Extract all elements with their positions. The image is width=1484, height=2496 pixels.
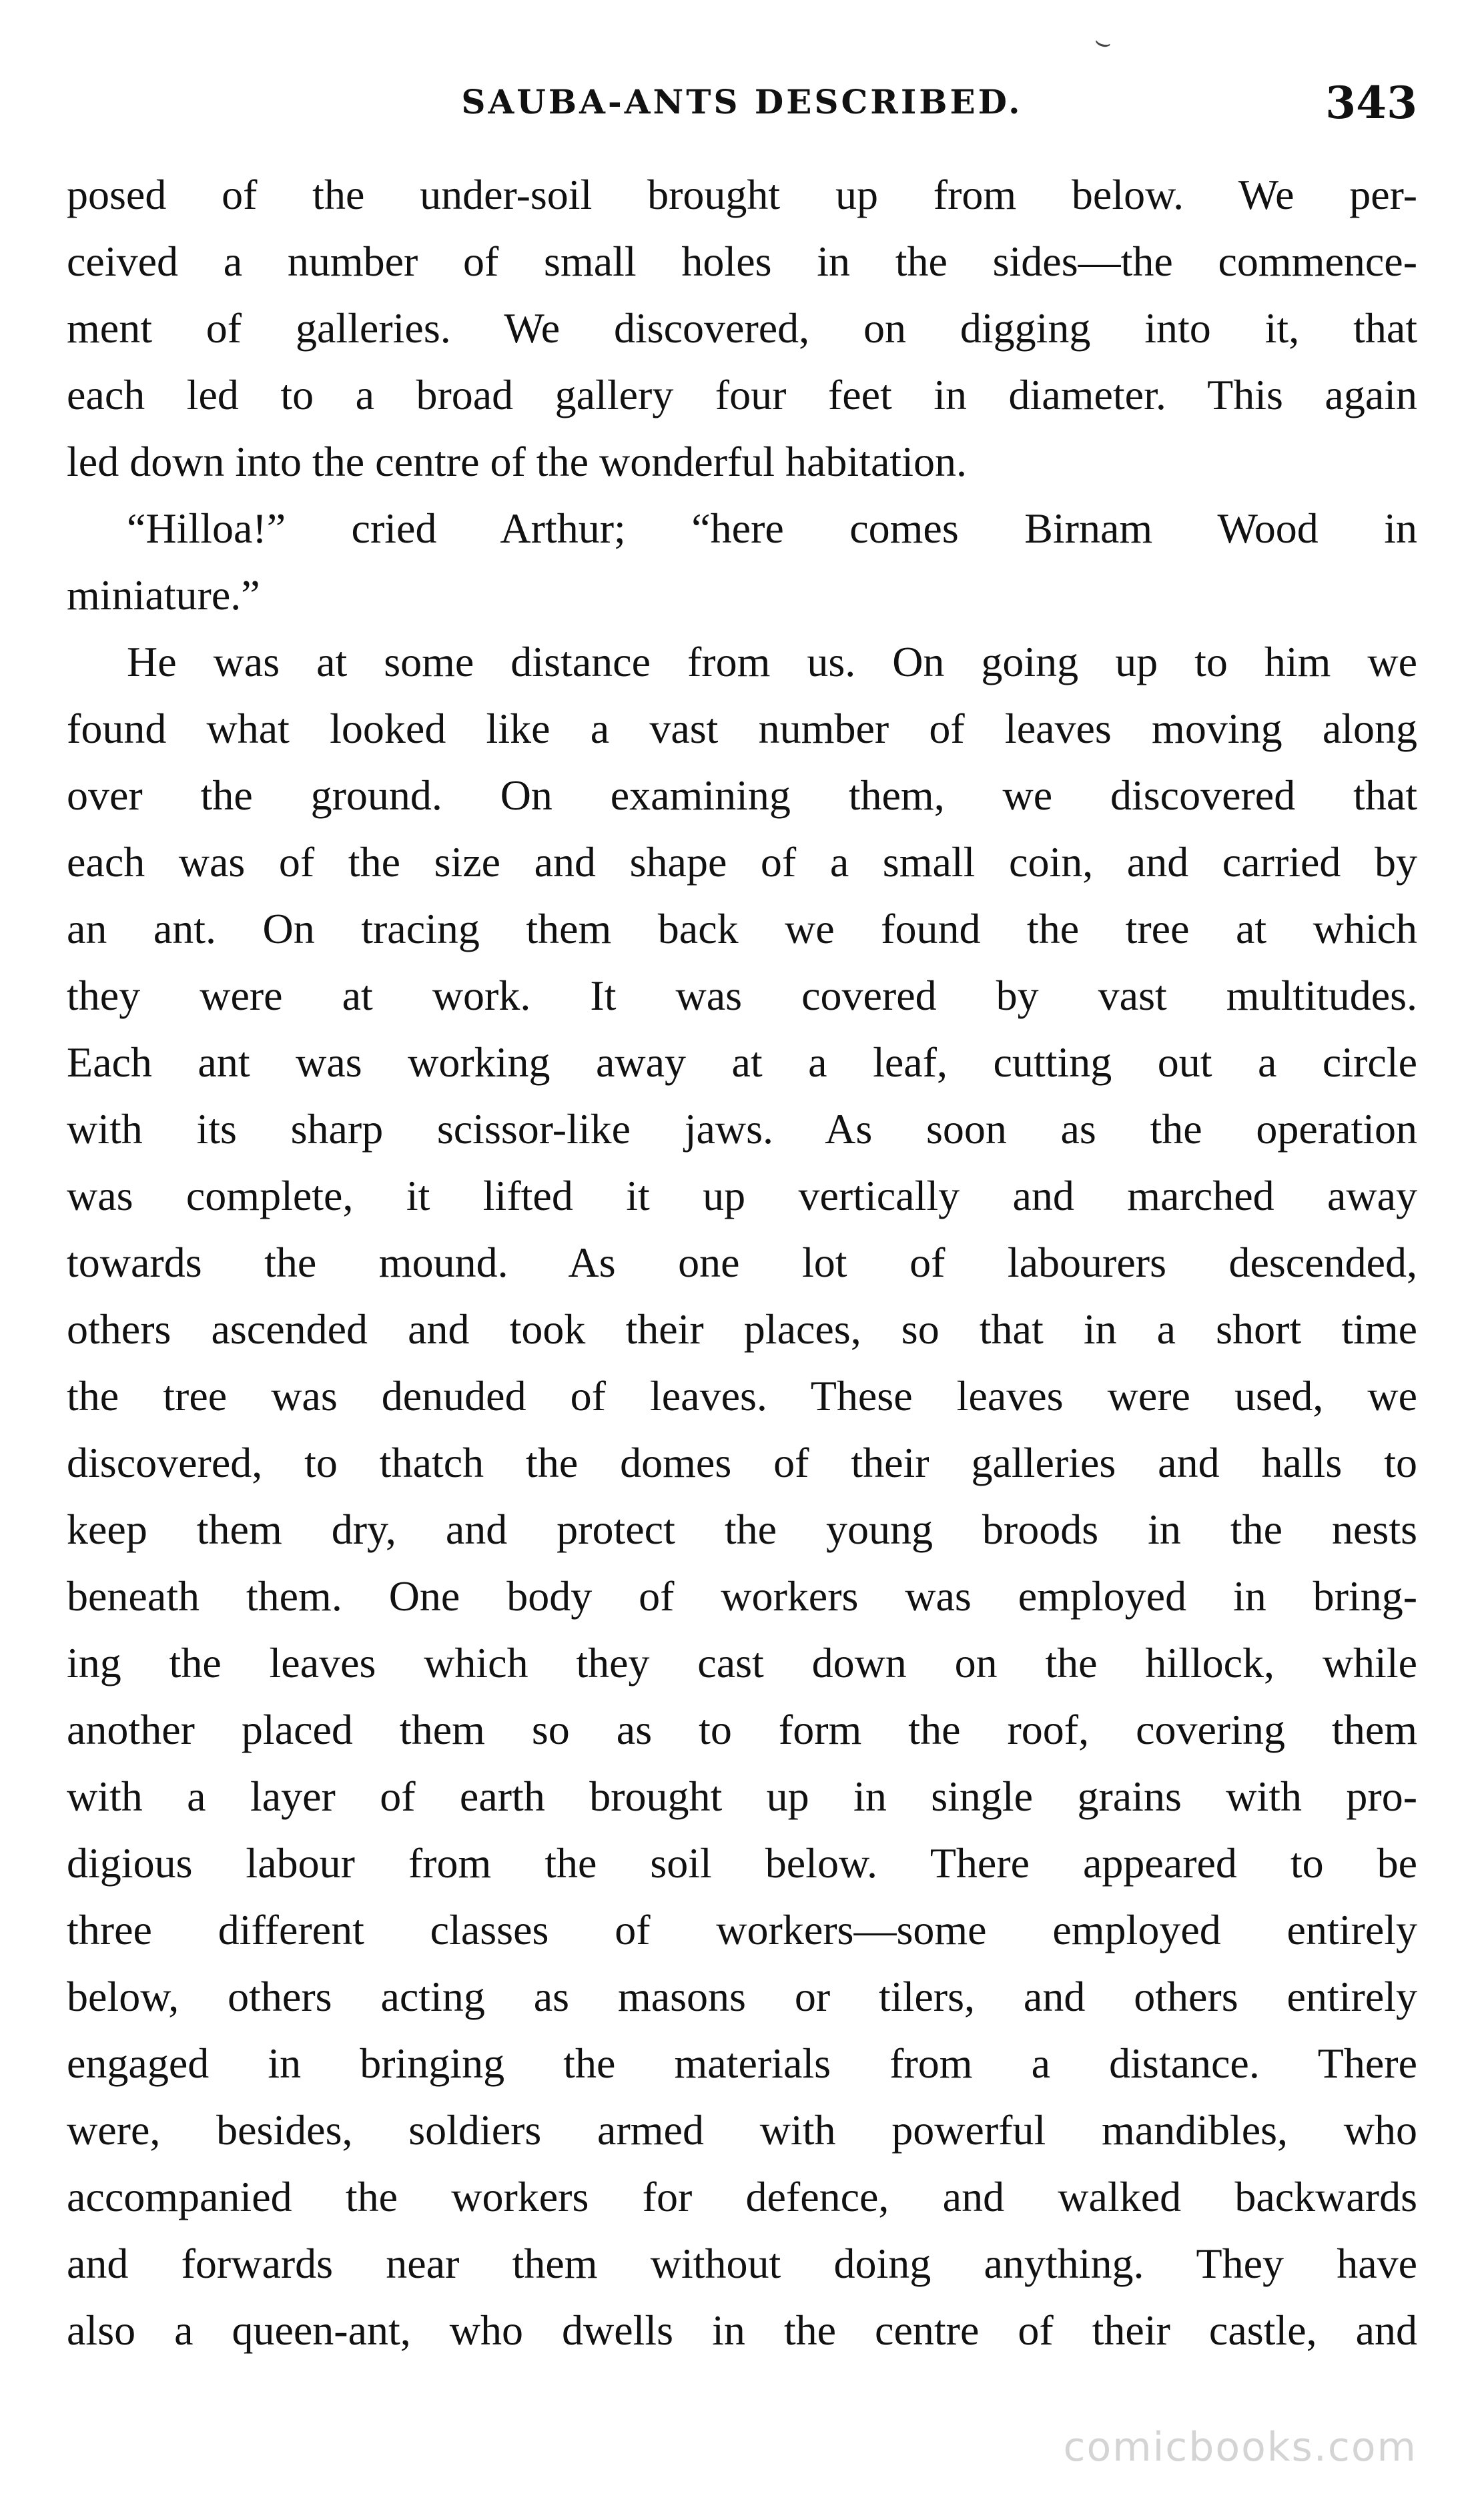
text-line: beneath them. One body of workers was employed in bring- — [67, 1572, 1417, 1620]
text-line: with its sharp scissor-like jaws. As soon as the operation — [67, 1105, 1417, 1153]
text-line: and forwards near them without doing anything. They have — [67, 2240, 1417, 2287]
text-line: digious labour from the soil below. There appeared to be — [67, 1839, 1417, 1887]
text-line: each led to a broad gallery four feet in diameter. This again — [67, 371, 1417, 418]
text-line: below, others acting as masons or tilers, and others entirely — [67, 1973, 1417, 2020]
text-line: ceived a number of small holes in the sides—the commence- — [67, 238, 1417, 285]
text-line: also a queen-ant, who dwells in the centre of their castle, and — [67, 2306, 1417, 2354]
text-line: posed of the under-soil brought up from below. We per- — [67, 171, 1417, 218]
text-line: towards the mound. As one lot of labourers descended, — [67, 1239, 1417, 1286]
text-line: keep them dry, and protect the young broods in the nests — [67, 1506, 1417, 1553]
text-line: “Hilloa!” cried Arthur; “here comes Birnam Wood in — [127, 505, 1417, 552]
text-line: He was at some distance from us. On going up to him we — [127, 638, 1417, 685]
text-line: Each ant was working away at a leaf, cutting out a circle — [67, 1038, 1417, 1086]
text-line: led down into the centre of the wonderful habitation. — [67, 438, 967, 485]
text-line: three different classes of workers—some employed entirely — [67, 1906, 1417, 1953]
text-line: another placed them so as to form the roof, covering them — [67, 1706, 1417, 1753]
text-line: was complete, it lifted it up vertically and marched away — [67, 1172, 1417, 1219]
text-line: discovered, to thatch the domes of their galleries and halls to — [67, 1439, 1417, 1486]
running-head — [67, 77, 1417, 137]
text-line: an ant. On tracing them back we found the tree at which — [67, 905, 1417, 952]
page-number: 343 — [1325, 77, 1417, 129]
text-line: over the ground. On examining them, we discovered that — [67, 771, 1417, 819]
text-line: each was of the size and shape of a small coin, and carried by — [67, 838, 1417, 886]
text-line: others ascended and took their places, so that in a short time — [67, 1305, 1417, 1353]
text-line: accompanied the workers for defence, and walked backwards — [67, 2173, 1417, 2220]
text-line: they were at work. It was covered by vast multitudes. — [67, 972, 1417, 1019]
text-line: ing the leaves which they cast down on the hillock, while — [67, 1639, 1417, 1686]
text-line: the tree was denuded of leaves. These leaves were used, we — [67, 1372, 1417, 1420]
text-line: with a layer of earth brought up in single grains with pro- — [67, 1773, 1417, 1820]
watermark-text: comicbooks.com — [1063, 2424, 1417, 2471]
text-line: were, besides, soldiers armed with powerful mandibles, who — [67, 2106, 1417, 2154]
text-line: engaged in bringing the materials from a distance. There — [67, 2040, 1417, 2087]
text-line: found what looked like a vast number of leaves moving along — [67, 705, 1417, 752]
body-text — [67, 162, 1417, 2364]
stray-ink-mark: ⌣ — [1090, 25, 1116, 59]
running-title: SAUBA-ANTS DESCRIBED. — [461, 82, 1023, 121]
text-line: miniature.” — [67, 571, 260, 619]
text-line: ment of galleries. We discovered, on digging into it, that — [67, 304, 1417, 352]
